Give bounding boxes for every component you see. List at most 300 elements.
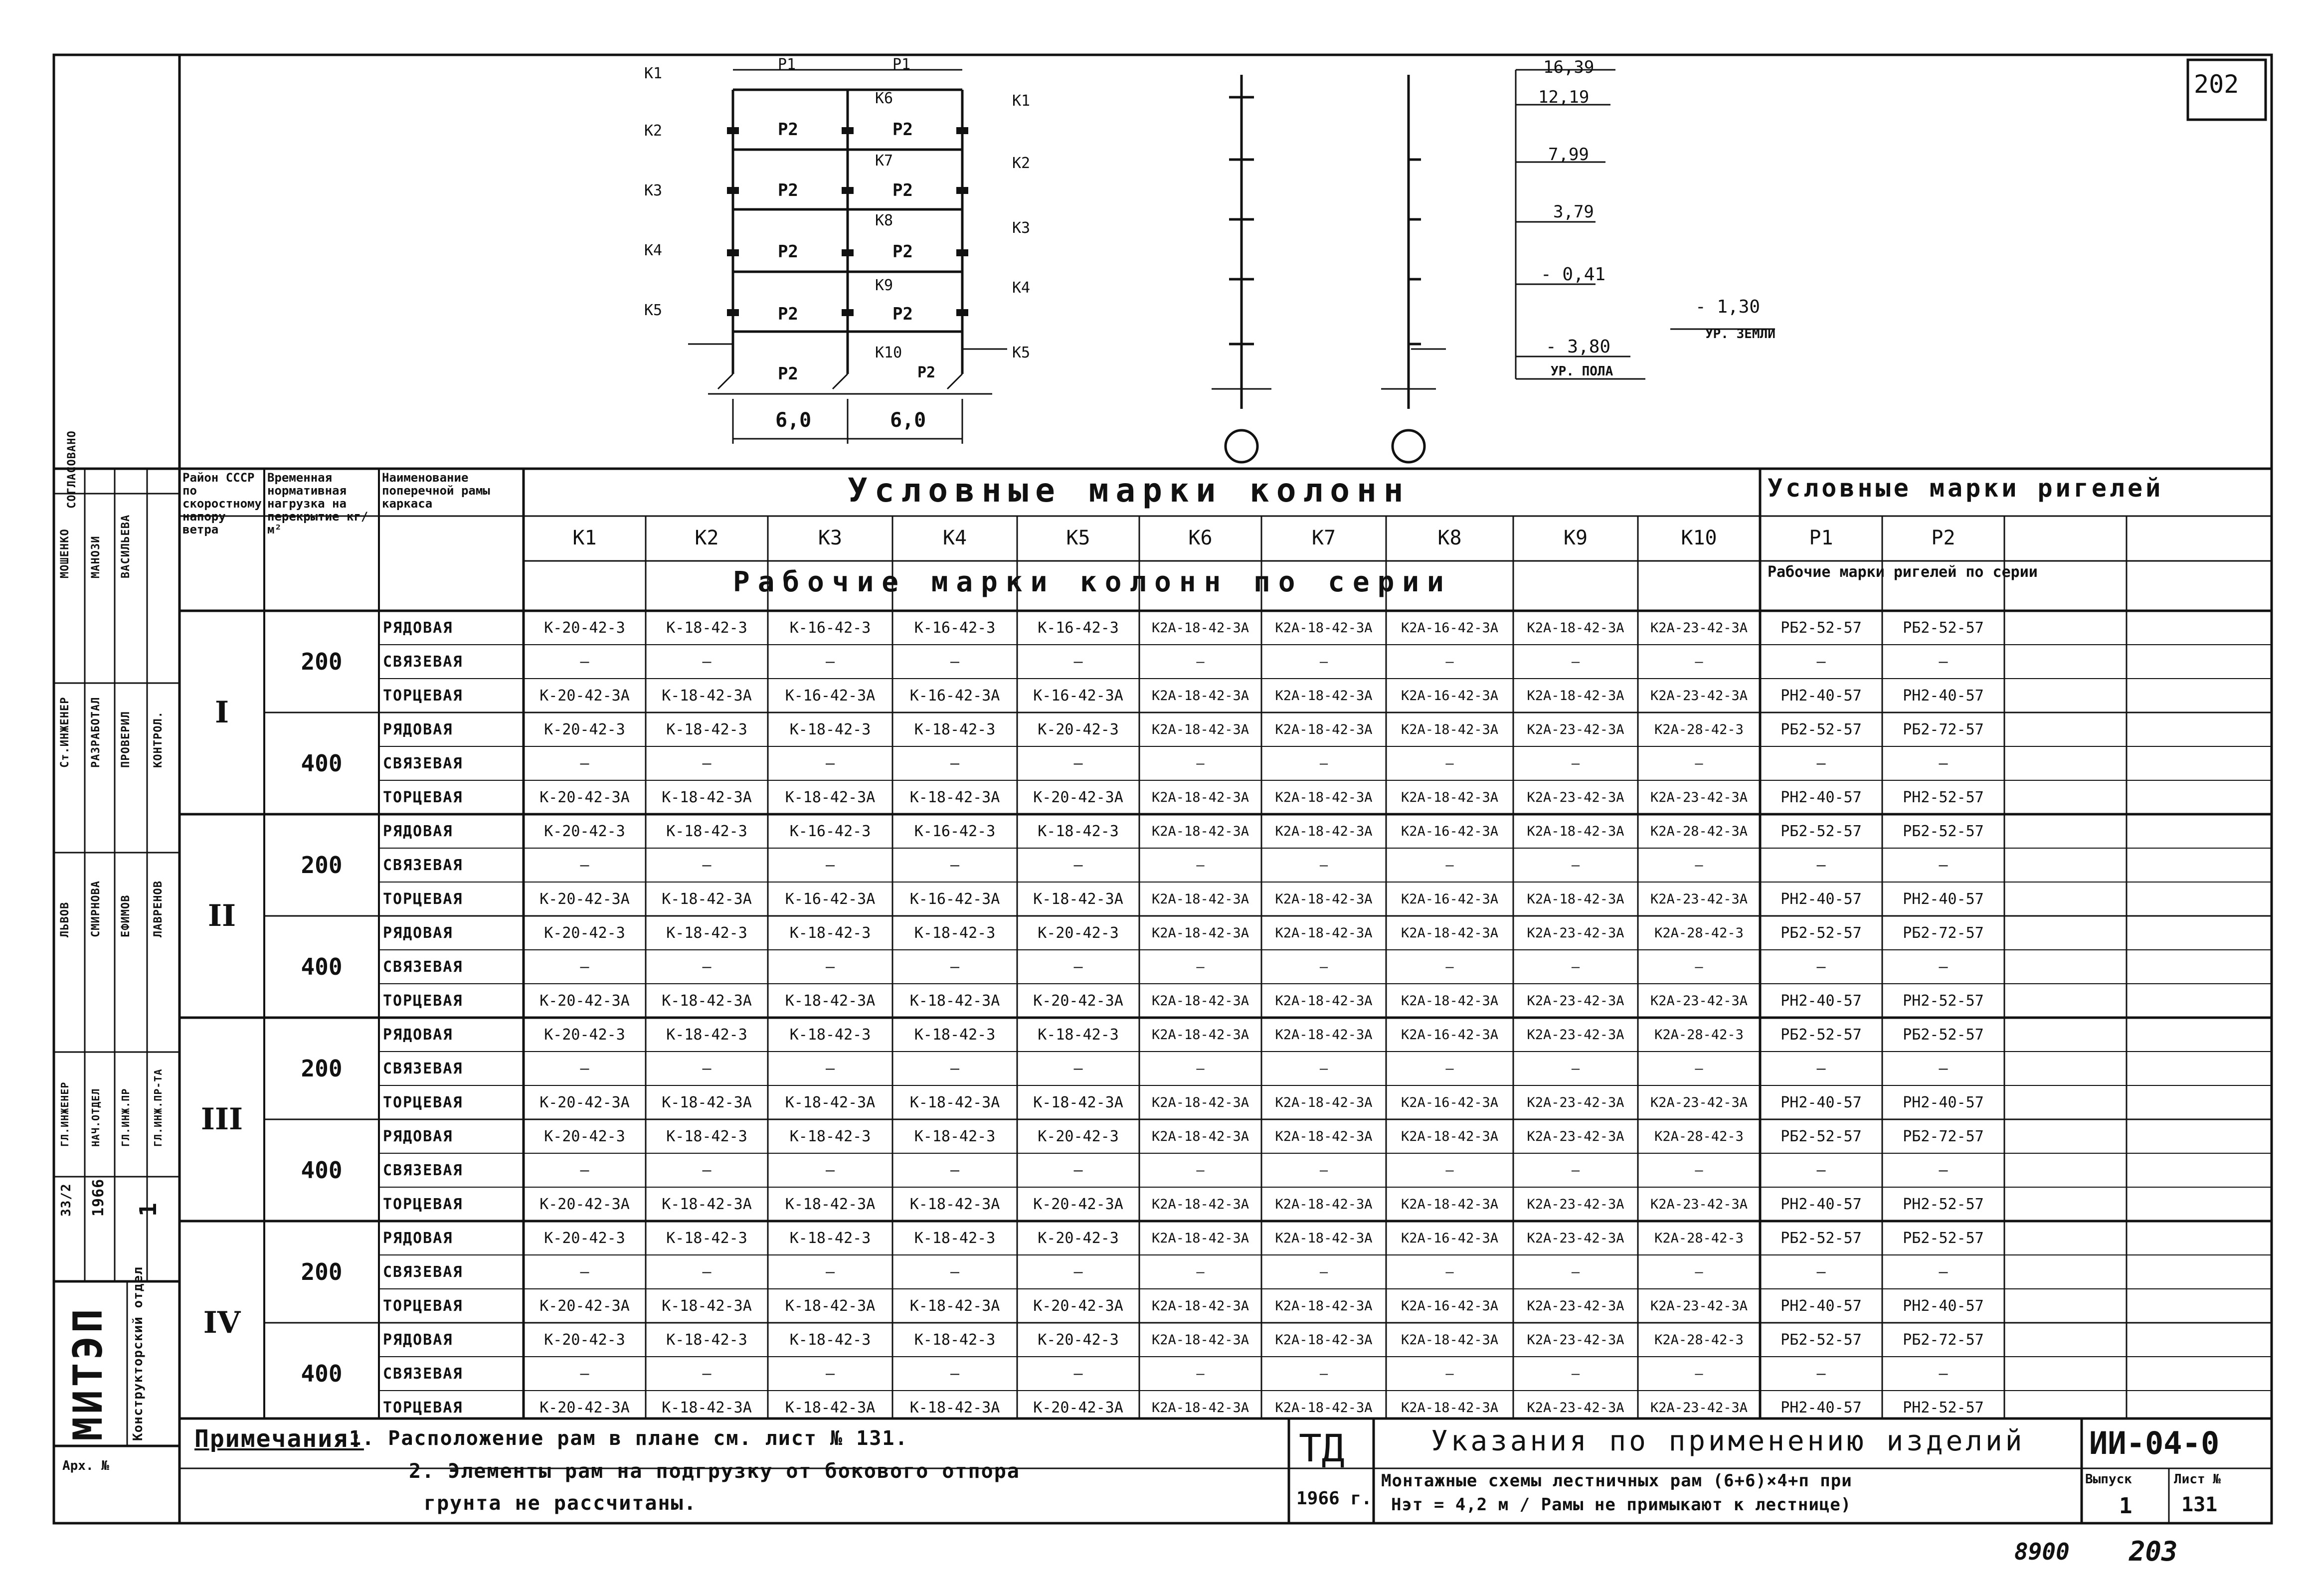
frame-type-cell: СВЯЗЕВАЯ: [383, 1161, 463, 1179]
frame-type-cell: СВЯЗЕВАЯ: [383, 653, 463, 671]
frame-type-cell: СВЯЗЕВАЯ: [383, 958, 463, 976]
column-mark-cell: —: [702, 1060, 711, 1077]
column-mark-cell: К-20-42-3: [544, 720, 625, 738]
column-mark-cell: —: [1319, 1366, 1328, 1382]
col-label-k4-right: K4: [1012, 279, 1031, 297]
girder-mark-cell: РБ2-52-57: [1903, 822, 1984, 840]
column-mark-cell: К-18-42-3А: [785, 788, 876, 806]
column-mark-cell: —: [825, 754, 835, 772]
column-mark-cell: —: [702, 653, 711, 671]
column-mark-cell: —: [1073, 754, 1083, 772]
stamp-role-1: Ст.ИНЖЕНЕР: [59, 697, 71, 768]
column-mark-cell: К-20-42-3: [544, 619, 625, 637]
column-mark-cell: —: [1196, 959, 1205, 975]
column-mark-cell: К-18-42-3А: [785, 1297, 876, 1315]
column-mark-cell: К-20-42-3А: [539, 992, 630, 1010]
column-mark-cell: —: [1695, 1162, 1703, 1178]
stamp-name-2: МАНОЗИ: [90, 535, 102, 578]
column-mark-cell: К-16-42-3А: [1033, 687, 1123, 705]
girder-mark-cell: —: [1816, 856, 1826, 874]
girder-mark-cell: РБ2-72-57: [1903, 1331, 1984, 1349]
column-mark-cell: К2А-28-42-3: [1654, 925, 1744, 941]
header-frame-name: Наименование поперечной рамы каркаса: [382, 471, 490, 511]
column-mark-cell: К2А-18-42-3А: [1151, 823, 1249, 839]
girder-mark-cell: РБ2-52-57: [1780, 1331, 1862, 1349]
column-mark-cell: К2А-23-42-3А: [1527, 1027, 1624, 1043]
column-mark-cell: К2А-23-42-3А: [1527, 1128, 1624, 1144]
column-mark-cell: —: [1695, 959, 1703, 975]
stamp-role-8: ГЛ.ИНЖ.ПР-ТА: [152, 1068, 164, 1147]
column-mark-cell: —: [1073, 958, 1083, 976]
stamp-role-4: КОНТРОЛ.: [152, 711, 165, 768]
column-mark-cell: К-18-42-3: [914, 720, 996, 738]
column-mark-cell: К2А-23-42-3А: [1527, 721, 1624, 737]
column-mark-cell: К-20-42-3А: [539, 687, 630, 705]
col-label-k2: K2: [644, 122, 663, 140]
column-mark-cell: К-16-42-3: [914, 619, 996, 637]
girder-label-p2-4: P2: [892, 180, 913, 200]
column-mark-cell: К-20-42-3: [544, 1229, 625, 1247]
frame-type-cell: СВЯЗЕВАЯ: [383, 1365, 463, 1383]
girder-mark-cell: РБ2-72-57: [1903, 720, 1984, 738]
column-mark-к8: К8: [1437, 527, 1462, 549]
sheet-label: Лист №: [2174, 1472, 2221, 1487]
column-mark-cell: К2А-18-42-3А: [1275, 1196, 1373, 1212]
girder-mark-cell: РН2-52-57: [1903, 788, 1984, 806]
girder-mark-cell: РБ2-52-57: [1780, 720, 1862, 738]
column-mark-cell: К-18-42-3А: [662, 1093, 752, 1111]
girder-label-p2-7: P2: [778, 304, 798, 324]
column-mark-cell: К2А-23-42-3А: [1527, 925, 1624, 941]
column-mark-cell: —: [1196, 654, 1205, 670]
column-mark-cell: К2А-23-42-3А: [1527, 1230, 1624, 1246]
stamp-agreed: СОГЛАСОВАНО: [66, 430, 78, 509]
load-value-cell: 200: [301, 1055, 343, 1082]
column-mark-к9: К9: [1563, 527, 1588, 549]
column-mark-cell: —: [1445, 654, 1454, 670]
column-mark-cell: К-18-42-3А: [662, 1399, 752, 1417]
column-mark-cell: —: [825, 856, 835, 874]
girder-mark-cell: РН2-40-57: [1903, 687, 1984, 705]
stamp-year: 1966: [90, 1178, 107, 1217]
column-mark-cell: К-18-42-3А: [662, 1297, 752, 1315]
column-mark-cell: К-18-42-3: [789, 1026, 871, 1044]
girder-mark-cell: РБ2-52-57: [1780, 924, 1862, 942]
girder-mark-cell: РН2-52-57: [1903, 1399, 1984, 1417]
column-mark-cell: К2А-18-42-3А: [1151, 1094, 1249, 1110]
column-mark-cell: К-20-42-3А: [1033, 788, 1123, 806]
elev-16-39: 16,39: [1543, 57, 1595, 77]
frame-type-cell: ТОРЦЕВАЯ: [383, 890, 463, 908]
girder-mark-1: Р1: [1809, 527, 1833, 549]
girder-mark-cell: РБ2-52-57: [1780, 822, 1862, 840]
girder-mark-cell: РН2-40-57: [1903, 890, 1984, 908]
girder-label-p2-2: P2: [892, 120, 913, 140]
stamp-name-7: ЛАВРЕНОВ: [152, 881, 165, 937]
column-mark-cell: К-16-42-3: [1038, 619, 1119, 637]
column-mark-к7: К7: [1311, 527, 1336, 549]
column-mark-cell: К-18-42-3: [666, 1229, 747, 1247]
stamp-name-1: МОШЕНКО: [59, 529, 71, 578]
column-mark-cell: К2А-18-42-3А: [1275, 1027, 1373, 1043]
girder-mark-cell: —: [1939, 1161, 1948, 1179]
frame-type-cell: РЯДОВАЯ: [383, 1331, 453, 1349]
girder-mark-cell: —: [1816, 1365, 1826, 1383]
girder-mark-cell: РН2-40-57: [1903, 1297, 1984, 1315]
column-mark-cell: —: [1196, 1061, 1205, 1076]
girder-mark-cell: —: [1816, 1161, 1826, 1179]
column-mark-cell: —: [1695, 1264, 1703, 1280]
column-mark-cell: К-18-42-3: [914, 1331, 996, 1349]
column-mark-cell: К2А-18-42-3А: [1151, 789, 1249, 805]
girder-mark-cell: РН2-52-57: [1903, 992, 1984, 1010]
column-mark-cell: —: [1571, 1162, 1580, 1178]
column-mark-cell: К2А-18-42-3А: [1275, 1400, 1373, 1416]
frame-type-cell: СВЯЗЕВАЯ: [383, 1060, 463, 1077]
notes-heading: Примечания:: [194, 1425, 364, 1453]
stamp-mitep: МИТЭП: [65, 1306, 111, 1441]
column-mark-cell: К-20-42-3А: [1033, 992, 1123, 1010]
wind-region-cell: III: [200, 1102, 243, 1137]
column-mark-cell: К-18-42-3: [914, 1026, 996, 1044]
issue-number: 1: [2119, 1493, 2132, 1519]
frame-type-cell: ТОРЦЕВАЯ: [383, 788, 463, 806]
column-mark-cell: К2А-18-42-3А: [1401, 1196, 1499, 1212]
column-mark-cell: К-18-42-3А: [785, 1093, 876, 1111]
column-mark-cell: —: [1319, 1162, 1328, 1178]
column-mark-cell: К-20-42-3А: [1033, 1195, 1123, 1213]
column-mark-cell: К2А-18-42-3А: [1275, 789, 1373, 805]
column-mark-cell: —: [1571, 857, 1580, 873]
column-mark-cell: К-16-42-3: [914, 822, 996, 840]
column-mark-cell: —: [950, 856, 960, 874]
stamp-role-6: НАЧ.ОТДЕЛ: [90, 1088, 102, 1147]
column-mark-cell: К2А-18-42-3А: [1401, 993, 1499, 1009]
span-dim-2: 6,0: [890, 409, 926, 432]
column-mark-cell: К2А-18-42-3А: [1151, 1298, 1249, 1314]
column-mark-cell: —: [825, 1365, 835, 1383]
column-mark-cell: К-18-42-3: [666, 924, 747, 942]
column-mark-cell: К2А-16-42-3А: [1401, 1230, 1499, 1246]
column-mark-cell: К-18-42-3А: [662, 890, 752, 908]
column-mark-cell: К-18-42-3А: [909, 1399, 1000, 1417]
column-mark-cell: —: [1571, 959, 1580, 975]
column-mark-cell: К-18-42-3А: [662, 992, 752, 1010]
column-mark-cell: К-20-42-3: [1038, 720, 1119, 738]
column-mark-cell: —: [825, 653, 835, 671]
column-mark-cell: К2А-16-42-3А: [1401, 1027, 1499, 1043]
girder-mark-cell: —: [1939, 856, 1948, 874]
title-sub-1: Монтажные схемы лестничных рам (6+6)×4+п при: [1381, 1471, 1852, 1491]
column-mark-cell: К2А-18-42-3А: [1275, 721, 1373, 737]
column-mark-cell: —: [1571, 1264, 1580, 1280]
ground-level-label: УР. ЗЕМЛИ: [1705, 327, 1775, 342]
stamp-role-7: ГЛ.ИНЖ.ПР: [120, 1088, 132, 1147]
stamp-dept: Конструкторский отдел: [131, 1266, 146, 1441]
column-mark-cell: К2А-28-42-3: [1654, 1230, 1744, 1246]
frame-type-cell: РЯДОВАЯ: [383, 822, 453, 840]
col-label-k5: K5: [644, 302, 663, 319]
frame-type-cell: СВЯЗЕВАЯ: [383, 1263, 463, 1281]
column-mark-cell: —: [1196, 755, 1205, 771]
girder-mark-cell: РН2-40-57: [1780, 890, 1862, 908]
girder-label-p1-b: P1: [892, 56, 911, 73]
column-mark-cell: —: [580, 958, 589, 976]
girder-label-p1-a: P1: [778, 56, 796, 73]
girder-mark-cell: —: [1939, 958, 1948, 976]
column-mark-cell: К2А-23-42-3А: [1650, 1094, 1748, 1110]
frame-type-cell: РЯДОВАЯ: [383, 1229, 453, 1247]
girder-mark-cell: —: [1939, 1365, 1948, 1383]
column-mark-cell: —: [1196, 1264, 1205, 1280]
wind-region-cell: I: [214, 695, 229, 730]
column-mark-cell: —: [1445, 1366, 1454, 1382]
stamp-name-5: СМИРНОВА: [90, 881, 102, 937]
girder-mark-cell: —: [1816, 1060, 1826, 1077]
girder-mark-cell: РБ2-52-57: [1780, 1229, 1862, 1247]
column-mark-cell: —: [950, 1161, 960, 1179]
column-mark-cell: К2А-18-42-3А: [1151, 993, 1249, 1009]
column-mark-cell: К2А-23-42-3А: [1650, 1196, 1748, 1212]
column-mark-cell: —: [702, 1365, 711, 1383]
column-mark-cell: К-16-42-3А: [785, 687, 876, 705]
column-mark-cell: К2А-16-42-3А: [1401, 620, 1499, 636]
col-label-k4: K4: [644, 242, 663, 259]
stamp-archive: Арх. №: [62, 1458, 109, 1473]
column-mark-cell: К-18-42-3: [666, 822, 747, 840]
column-mark-cell: К2А-18-42-3А: [1275, 620, 1373, 636]
girder-mark-cell: РН2-40-57: [1780, 1195, 1862, 1213]
column-mark-cell: К-18-42-3: [666, 720, 747, 738]
column-mark-cell: К-16-42-3: [789, 822, 871, 840]
column-mark-cell: —: [1695, 1061, 1703, 1076]
column-mark-cell: К-18-42-3А: [909, 788, 1000, 806]
header-load: Временная нормативная нагрузка на перекрытие кг/м²: [267, 471, 368, 536]
column-mark-cell: —: [1445, 1264, 1454, 1280]
frame-type-cell: СВЯЗЕВАЯ: [383, 856, 463, 874]
header-girder-marks: Условные марки ригелей: [1768, 474, 2164, 503]
girder-mark-cell: —: [1939, 653, 1948, 671]
frame-type-cell: ТОРЦЕВАЯ: [383, 1297, 463, 1315]
note-1: 1. Расположение рам в плане см. лист № 131.: [349, 1427, 908, 1450]
note-2: 2. Элементы рам на подгрузку от бокового отпора: [409, 1460, 1020, 1483]
column-mark-к4: К4: [942, 527, 967, 549]
column-mark-cell: К2А-23-42-3А: [1650, 891, 1748, 907]
footer-number-2: 203: [2129, 1536, 2178, 1567]
frame-type-cell: РЯДОВАЯ: [383, 1026, 453, 1044]
column-mark-cell: К-18-42-3: [914, 1127, 996, 1145]
girder-mark-cell: РБ2-52-57: [1903, 619, 1984, 637]
column-mark-cell: К-16-42-3А: [785, 890, 876, 908]
elev-0-41: - 0,41: [1541, 264, 1606, 285]
column-mark-cell: К2А-28-42-3: [1654, 1128, 1744, 1144]
frame-type-cell: РЯДОВАЯ: [383, 619, 453, 637]
column-mark-cell: К2А-18-42-3А: [1151, 1128, 1249, 1144]
column-mark-cell: К2А-18-42-3А: [1151, 891, 1249, 907]
column-mark-cell: —: [1073, 856, 1083, 874]
column-mark-cell: —: [580, 1263, 589, 1281]
column-mark-cell: К2А-23-42-3А: [1650, 1400, 1748, 1416]
column-mark-cell: —: [702, 1263, 711, 1281]
column-mark-cell: —: [580, 856, 589, 874]
column-mark-cell: —: [1319, 1264, 1328, 1280]
column-mark-cell: —: [825, 1161, 835, 1179]
column-mark-cell: К-16-42-3: [789, 619, 871, 637]
column-mark-cell: К2А-18-42-3А: [1275, 993, 1373, 1009]
column-mark-cell: К2А-23-42-3А: [1650, 789, 1748, 805]
girder-mark-2: Р2: [1931, 527, 1955, 549]
column-mark-cell: —: [1695, 857, 1703, 873]
girder-mark-cell: РН2-52-57: [1903, 1195, 1984, 1213]
column-mark-cell: К2А-18-42-3А: [1527, 620, 1624, 636]
title-year: 1966 г.: [1296, 1488, 1372, 1509]
column-mark-cell: —: [950, 1263, 960, 1281]
frame-type-cell: ТОРЦЕВАЯ: [383, 992, 463, 1010]
column-mark-cell: К2А-18-42-3А: [1275, 1332, 1373, 1348]
frame-type-cell: РЯДОВАЯ: [383, 924, 453, 942]
column-mark-cell: —: [1319, 654, 1328, 670]
stamp-num: 33/2: [59, 1183, 74, 1217]
wind-region-cell: IV: [203, 1305, 241, 1340]
column-mark-cell: К-18-42-3: [666, 619, 747, 637]
column-mark-cell: —: [702, 958, 711, 976]
column-mark-cell: —: [1073, 1365, 1083, 1383]
column-mark-к5: К5: [1066, 527, 1090, 549]
column-mark-cell: К2А-28-42-3: [1654, 1027, 1744, 1043]
elev-1-30: - 1,30: [1695, 297, 1761, 317]
column-mark-cell: К2А-16-42-3А: [1401, 688, 1499, 704]
frame-type-cell: РЯДОВАЯ: [383, 1127, 453, 1145]
stamp-name-6: ЕФИМОВ: [120, 894, 132, 937]
column-mark-cell: К-18-42-3А: [909, 1297, 1000, 1315]
column-mark-cell: К-16-42-3А: [909, 890, 1000, 908]
girder-mark-cell: РН2-40-57: [1780, 992, 1862, 1010]
stamp-role-5: ГЛ.ИНЖЕНЕР: [59, 1081, 71, 1147]
column-mark-cell: —: [702, 1161, 711, 1179]
column-mark-cell: К-18-42-3А: [1033, 890, 1123, 908]
girder-label-p2-10: P2: [917, 364, 936, 381]
column-mark-cell: К-20-42-3: [1038, 1127, 1119, 1145]
column-mark-cell: К-18-42-3: [914, 1229, 996, 1247]
header-column-marks: Условные марки колонн: [848, 471, 1411, 510]
load-value-cell: 200: [301, 1258, 343, 1285]
issue-label: Выпуск: [2085, 1472, 2132, 1487]
column-mark-cell: —: [825, 958, 835, 976]
column-mark-cell: К-18-42-3: [1038, 822, 1119, 840]
column-mark-cell: —: [702, 856, 711, 874]
column-mark-cell: К2А-18-42-3А: [1151, 1230, 1249, 1246]
column-mark-cell: К2А-18-42-3А: [1151, 721, 1249, 737]
column-mark-cell: К2А-18-42-3А: [1401, 925, 1499, 941]
column-mark-cell: —: [825, 1060, 835, 1077]
column-mark-cell: —: [580, 1365, 589, 1383]
col-label-k3: K3: [644, 182, 663, 199]
load-value-cell: 400: [301, 1157, 343, 1184]
column-mark-cell: К-20-42-3: [544, 924, 625, 942]
girder-mark-cell: —: [1816, 958, 1826, 976]
column-mark-cell: К-20-42-3: [1038, 1331, 1119, 1349]
girder-mark-cell: РБ2-52-57: [1903, 1026, 1984, 1044]
column-mark-cell: К-20-42-3А: [539, 1297, 630, 1315]
column-mark-cell: —: [1445, 755, 1454, 771]
title-main: Указания по применению изделий: [1431, 1425, 2025, 1457]
girder-label-p2-5: P2: [778, 242, 798, 262]
floor-level-label: УР. ПОЛА: [1551, 364, 1613, 379]
column-mark-cell: —: [950, 958, 960, 976]
column-mark-cell: К2А-28-42-3А: [1650, 823, 1748, 839]
girder-mark-cell: РБ2-72-57: [1903, 1127, 1984, 1145]
girder-label-p2-3: P2: [778, 180, 798, 200]
column-mark-cell: К-18-42-3: [666, 1026, 747, 1044]
column-mark-cell: —: [1196, 1366, 1205, 1382]
column-mark-cell: К2А-18-42-3А: [1275, 688, 1373, 704]
frame-type-cell: СВЯЗЕВАЯ: [383, 754, 463, 772]
col-label-k9: K9: [875, 277, 893, 294]
column-mark-cell: —: [1571, 755, 1580, 771]
girder-label-p2-8: P2: [892, 304, 913, 324]
header-working-column-marks: Рабочие марки колонн по серии: [733, 566, 1452, 598]
column-mark-cell: —: [1319, 1061, 1328, 1076]
column-mark-cell: К2А-18-42-3А: [1151, 620, 1249, 636]
column-mark-cell: —: [1571, 1061, 1580, 1076]
column-mark-cell: К-18-42-3: [1038, 1026, 1119, 1044]
wind-region-cell: II: [207, 898, 236, 933]
column-mark-cell: К2А-23-42-3А: [1650, 688, 1748, 704]
column-mark-cell: К-18-42-3: [789, 924, 871, 942]
frame-type-cell: ТОРЦЕВАЯ: [383, 687, 463, 705]
column-mark-cell: К-20-42-3: [544, 1331, 625, 1349]
column-mark-cell: К2А-16-42-3А: [1401, 891, 1499, 907]
column-mark-cell: —: [1196, 1162, 1205, 1178]
girder-mark-cell: РН2-40-57: [1780, 1093, 1862, 1111]
column-mark-cell: —: [1073, 1060, 1083, 1077]
title-code: ИИ-04-0: [2089, 1425, 2220, 1461]
column-mark-cell: К2А-23-42-3А: [1527, 993, 1624, 1009]
frame-type-cell: РЯДОВАЯ: [383, 720, 453, 738]
column-mark-cell: К2А-16-42-3А: [1401, 1094, 1499, 1110]
column-mark-cell: К2А-18-42-3А: [1151, 688, 1249, 704]
girder-mark-cell: РБ2-52-57: [1903, 1229, 1984, 1247]
column-mark-cell: К2А-23-42-3А: [1527, 1094, 1624, 1110]
column-mark-cell: К2А-28-42-3: [1654, 721, 1744, 737]
column-mark-cell: К2А-23-42-3А: [1527, 1400, 1624, 1416]
column-mark-cell: К2А-18-42-3А: [1151, 1196, 1249, 1212]
stamp-name-3: ВАСИЛЬЕВА: [120, 514, 132, 578]
column-mark-cell: К2А-18-42-3А: [1275, 891, 1373, 907]
girder-mark-cell: РБ2-52-57: [1780, 619, 1862, 637]
column-mark-cell: К-20-42-3: [544, 822, 625, 840]
column-mark-cell: К-20-42-3А: [539, 1195, 630, 1213]
col-label-k2-right: K2: [1012, 155, 1031, 172]
girder-mark-cell: РН2-40-57: [1780, 1399, 1862, 1417]
column-mark-cell: К2А-18-42-3А: [1401, 721, 1499, 737]
column-mark-cell: К-18-42-3А: [1033, 1093, 1123, 1111]
column-mark-cell: К2А-28-42-3: [1654, 1332, 1744, 1348]
girder-mark-cell: —: [1816, 1263, 1826, 1281]
column-mark-cell: —: [1196, 857, 1205, 873]
column-mark-cell: К2А-18-42-3А: [1401, 789, 1499, 805]
load-value-cell: 400: [301, 1360, 343, 1387]
col-label-k6: K6: [875, 90, 893, 107]
col-label-k3-right: K3: [1012, 219, 1031, 237]
column-mark-cell: К-20-42-3А: [1033, 1297, 1123, 1315]
column-mark-cell: —: [1571, 1366, 1580, 1382]
column-mark-cell: —: [1073, 653, 1083, 671]
stamp-one: 1: [135, 1202, 162, 1217]
page-number: 202: [2194, 70, 2239, 99]
column-mark-к6: К6: [1188, 527, 1213, 549]
column-mark-cell: —: [950, 1060, 960, 1077]
